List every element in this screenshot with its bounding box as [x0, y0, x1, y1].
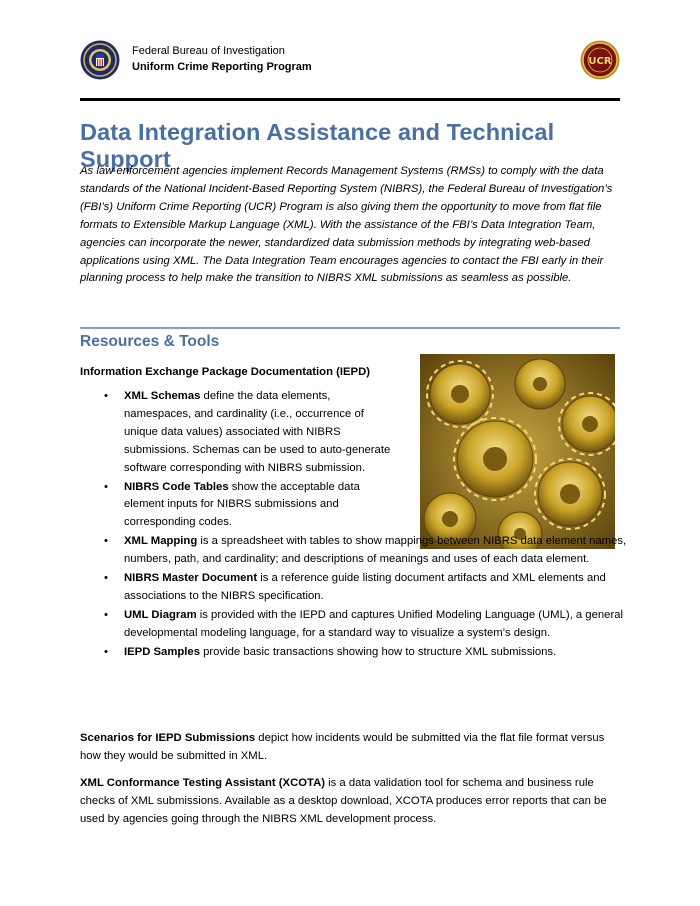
fbi-seal-icon: [80, 40, 120, 80]
section-rule: [80, 327, 620, 329]
header-rule: [80, 98, 620, 101]
org-line-1: Federal Bureau of Investigation: [132, 45, 285, 57]
intro-paragraph: As law enforcement agencies implement Records Management Systems (RMSs) to comply with the data standards of the National Incident-Based Reporting System (NIBRS), the Federal Bureau of Investigation’s (FBI’s) Uniform Crime Reporting (UCR) Program is also giving them the opportunity to move from flat file formats to Extensible Markup Language (XML). With the assistance of the FBI’s Data Integration Team, agencies can incorporate the newer, standardized data submission methods by integrating web-based applications using XML. The Data Integration Team encourages agencies to contact the FBI early in their planning process to help make the transition to NIBRS XML submissions as seamless as possible.: [80, 165, 613, 285]
organization-name: [132, 43, 312, 75]
page-title: Data Integration Assistance and Technical Support: [80, 119, 555, 172]
resources-heading: Resources & Tools: [80, 333, 220, 350]
iepd-list: [80, 388, 630, 663]
list-item: • XML Mapping is a spreadsheet with tables to show mappings between NIBRS data element names, numbers, path, and cardinality; and descriptions of meanings and uses of each data element.: [104, 535, 627, 566]
ucr-logo-text: UCR: [588, 56, 612, 67]
page-header: [80, 36, 620, 94]
list-item: • IEPD Samples provide basic transactions showing how to structure XML submissions.: [104, 645, 557, 658]
iepd-heading: Information Exchange Package Documentation (IEPD): [80, 366, 371, 378]
ucr-logo-icon: [580, 40, 620, 80]
list-item: • NIBRS Code Tables show the acceptable data element inputs for NIBRS submissions and corresponding codes.: [104, 480, 360, 529]
list-item: • XML Schemas define the data elements, namespaces, and cardinality (i.e., occurrence of unique data values) associated with NIBRS submissions. Schemas can be used to auto-generate software corresponding with NIBRS submission.: [104, 390, 391, 474]
xcota-paragraph: XML Conformance Testing Assistant (XCOTA) is a data validation tool for schema and business rule checks of XML submissions. Available as a desktop download, XCOTA produces error reports that can be used by agencies going through the NIBRS XML development process.: [80, 777, 607, 825]
org-line-2: Uniform Crime Reporting Program: [132, 61, 312, 73]
scenarios-paragraph: Scenarios for IEPD Submissions depict how incidents would be submitted via the flat file format versus how they would be submitted in XML.: [80, 732, 605, 762]
list-item: • NIBRS Master Document is a reference guide listing document artifacts and XML elements and associations to the NIBRS specification.: [104, 572, 606, 602]
list-item: • UML Diagram is provided with the IEPD and captures Unified Modeling Language (UML), a general developmental modeling language, for a standard way to visualize a system’s design.: [104, 608, 623, 639]
